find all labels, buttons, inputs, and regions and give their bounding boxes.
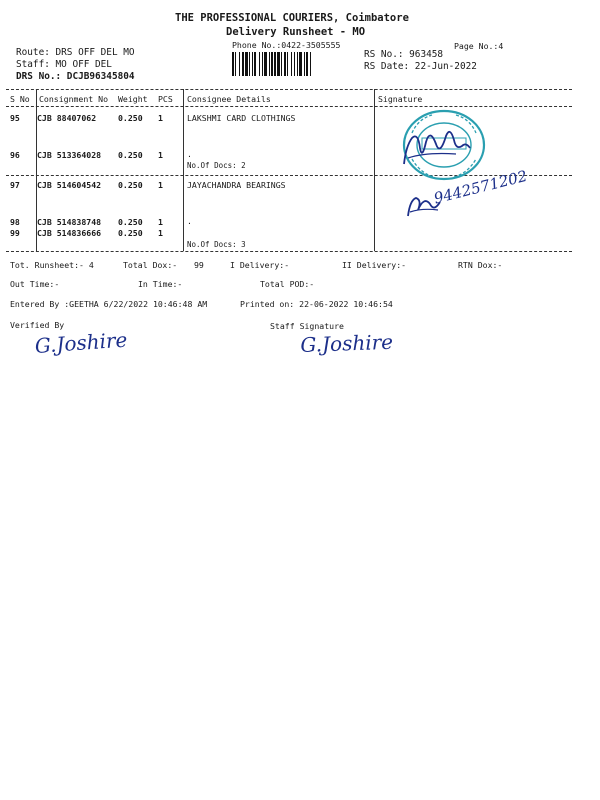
table-row-sno: 98 (10, 217, 20, 227)
consignee-dot: . (187, 149, 192, 159)
rtn-dox: RTN Dox:- (458, 260, 503, 270)
total-dox-value: 99 (194, 260, 204, 270)
staff-label: Staff: MO OFF DEL (16, 59, 112, 70)
column-header-weight: Weight (118, 94, 148, 104)
table-bottom-rule (6, 251, 572, 252)
table-row-consignment: CJB 88407062 (37, 113, 97, 123)
in-time: In Time:- (138, 279, 183, 289)
column-header-consignment: Consignment No (39, 94, 109, 104)
table-row-pcs: 1 (158, 228, 163, 238)
table-row-weight: 0.250 (118, 180, 143, 190)
company-title: THE PROFESSIONAL COURIERS, Coimbatore (175, 12, 409, 24)
consignee-dot: . (187, 216, 192, 226)
route-label: Route: DRS OFF DEL MO (16, 47, 135, 58)
column-header-consignee: Consignee Details (187, 94, 271, 104)
table-row-pcs: 1 (158, 217, 163, 227)
drs-number: DRS No.: DCJB96345804 (16, 71, 135, 82)
page-number: Page No.:4 (454, 41, 504, 51)
i-delivery: I Delivery:- (230, 260, 290, 270)
col-divider-consignee (183, 89, 184, 251)
col-divider-signature (374, 89, 375, 251)
table-row-sno: 96 (10, 150, 20, 160)
table-row-pcs: 1 (158, 113, 163, 123)
verifier-signature: G.Joshire (34, 327, 129, 358)
table-row-sno: 99 (10, 228, 20, 238)
table-row-consignment: CJB 514836666 (37, 228, 102, 238)
barcode (232, 52, 356, 76)
table-row-weight: 0.250 (118, 228, 143, 238)
staff-signature-label: Staff Signature (270, 321, 344, 331)
column-header-sno: S No (10, 94, 30, 104)
tot-runsheet: Tot. Runsheet:- 4 (10, 260, 94, 270)
column-header-signature: Signature (378, 94, 423, 104)
table-top-rule (6, 89, 572, 90)
phone-number: Phone No.:0422-3505555 (232, 40, 341, 50)
column-header-pcs: PCS (158, 94, 173, 104)
table-row-sno: 95 (10, 113, 20, 123)
printed-on: Printed on: 22-06-2022 10:46:54 (240, 299, 393, 309)
table-row-pcs: 1 (158, 180, 163, 190)
receiver-signature-1 (396, 118, 478, 174)
consignee-name: JAYACHANDRA BEARINGS (187, 180, 286, 190)
table-row-sno: 97 (10, 180, 20, 190)
table-row-consignment: CJB 514838748 (37, 217, 102, 227)
table-row-pcs: 1 (158, 150, 163, 160)
docs-count: No.Of Docs: 2 (187, 161, 246, 170)
total-dox-label: Total Dox:- (123, 260, 178, 270)
ii-delivery: II Delivery:- (342, 260, 407, 270)
staff-signature: G.Joshire (300, 329, 394, 357)
table-row-weight: 0.250 (118, 217, 143, 227)
table-row-consignment: CJB 513364028 (37, 150, 102, 160)
total-pod: Total POD:- (260, 279, 315, 289)
table-row-consignment: CJB 514604542 (37, 180, 102, 190)
document-title: Delivery Runsheet - MO (226, 26, 366, 38)
out-time: Out Time:- (10, 279, 60, 289)
rs-number: RS No.: 963458 (364, 49, 444, 60)
docs-count: No.Of Docs: 3 (187, 240, 246, 249)
consignee-name: LAKSHMI CARD CLOTHINGS (187, 113, 296, 123)
table-row-weight: 0.250 (118, 113, 143, 123)
table-row-weight: 0.250 (118, 150, 143, 160)
verified-by-label: Verified By (10, 320, 65, 330)
entered-by: Entered By :GEETHA 6/22/2022 10:46:48 AM (10, 299, 208, 309)
handwritten-phone-number: 9442571202 (432, 166, 529, 208)
rs-date: RS Date: 22-Jun-2022 (364, 61, 477, 72)
